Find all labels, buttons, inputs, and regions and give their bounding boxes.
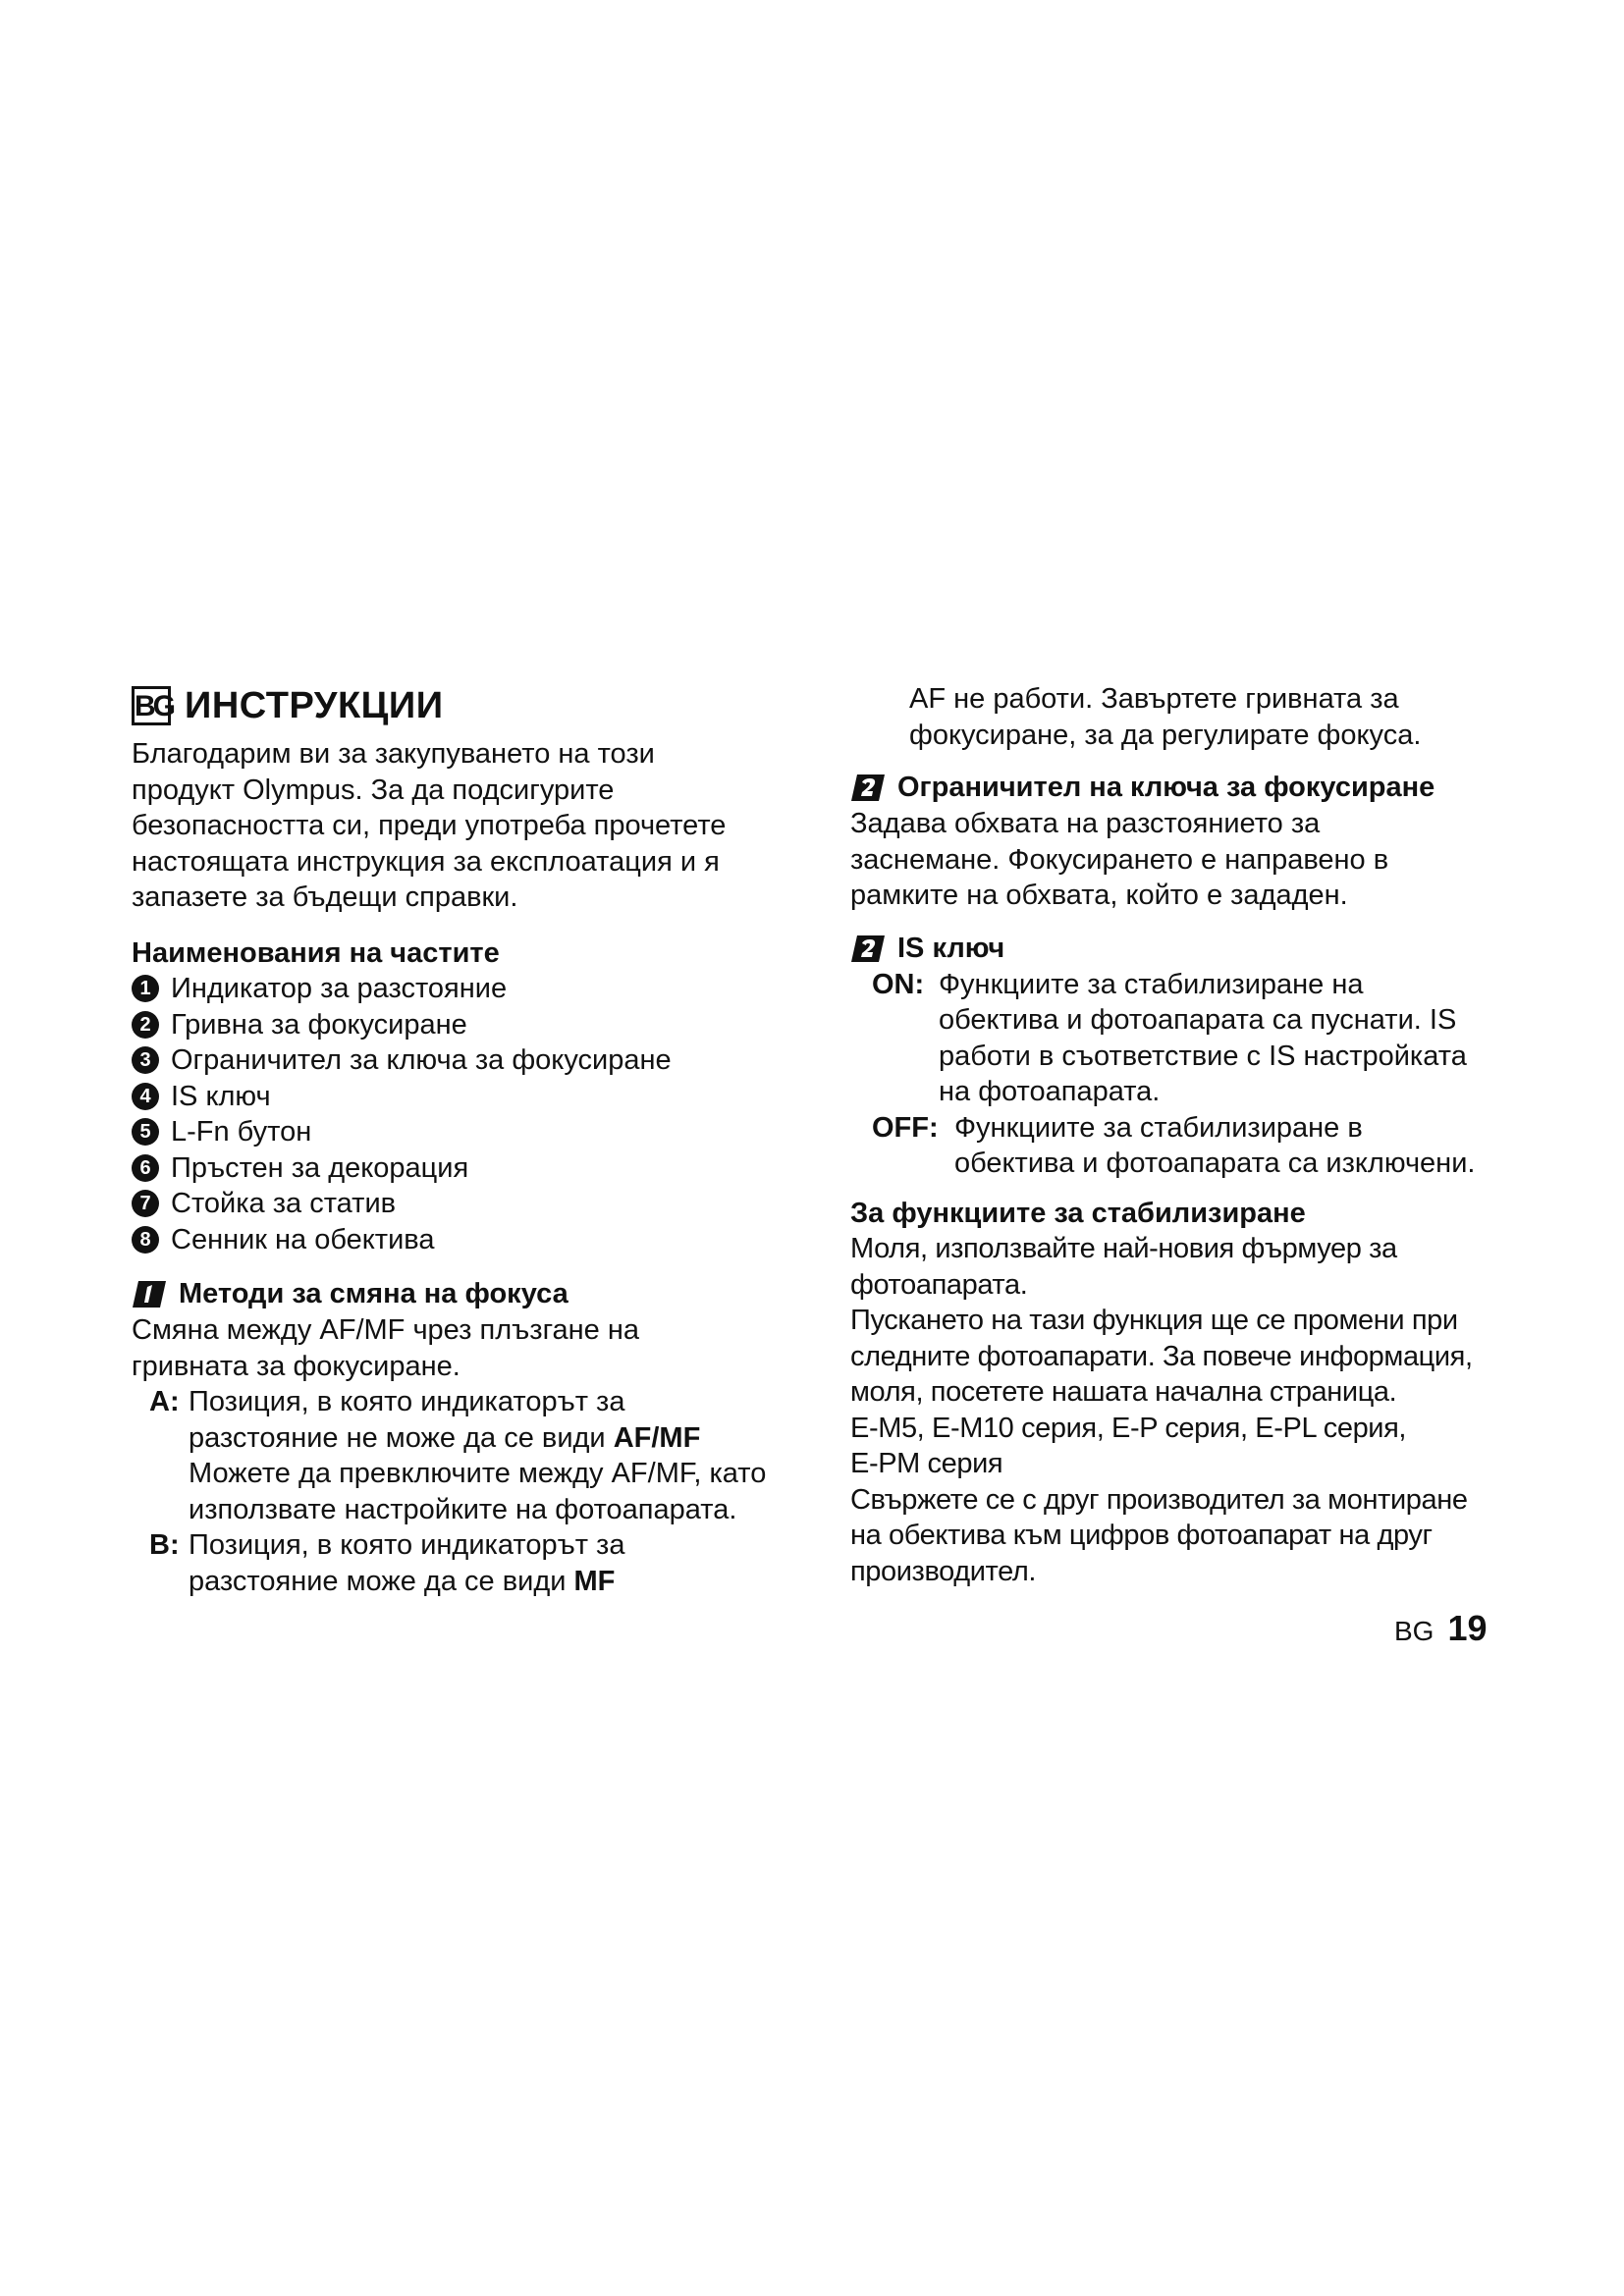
parts-heading: Наименования на частите xyxy=(132,936,500,969)
intro-line: настоящата инструкция за експлоатация и я xyxy=(132,845,720,878)
option-b-line xyxy=(189,1564,809,1600)
focus-methods-heading xyxy=(132,1275,809,1312)
intro-line: Благодарим ви за закупуването на този xyxy=(132,738,655,770)
number-6-icon: 6 xyxy=(132,1154,159,1182)
number-4-icon: 4 xyxy=(132,1083,159,1110)
stabilization-line: E-PM серия xyxy=(850,1448,1003,1479)
option-b-line: фокусиране, за да регулирате фокуса. xyxy=(909,719,1422,751)
option-on xyxy=(850,967,1538,1110)
list-item xyxy=(132,1079,809,1115)
part-label: Стойка за статив xyxy=(171,1188,397,1219)
focus-limiter-line: заснемане. Фокусирането е направено в xyxy=(850,843,1389,876)
left-column xyxy=(132,677,809,1599)
language-badge: BG xyxy=(132,686,171,725)
part-label: Пръстен за декорация xyxy=(171,1151,469,1184)
page-title: ИНСТРУКЦИИ xyxy=(185,684,444,726)
list-item xyxy=(132,1114,809,1150)
list-item xyxy=(132,1007,809,1043)
number-8-icon: 8 xyxy=(132,1226,159,1254)
step-2-icon xyxy=(850,933,886,964)
list-item xyxy=(132,1186,809,1222)
part-label: IS ключ xyxy=(171,1080,271,1112)
is-switch-title: IS ключ xyxy=(897,932,1005,964)
option-a-text: разстояние не може да се види xyxy=(189,1421,614,1454)
list-item xyxy=(132,1042,809,1079)
step-1-icon xyxy=(132,1278,167,1309)
title-row xyxy=(132,677,809,734)
number-7-icon: 7 xyxy=(132,1190,159,1217)
stabilization-line: производител. xyxy=(850,1555,1037,1587)
number-2-icon: 2 xyxy=(132,1011,159,1039)
intro-line: запазете за бъдещи справки. xyxy=(132,881,518,913)
stabilization-body xyxy=(850,1231,1538,1589)
option-off-key: OFF: xyxy=(872,1111,939,1144)
option-b-line: Позиция, в която индикаторът за xyxy=(189,1529,625,1561)
page-number xyxy=(1394,1608,1488,1649)
option-b-continued xyxy=(850,681,1538,753)
option-b xyxy=(132,1527,809,1599)
option-a-line: Позиция, в която индикаторът за xyxy=(189,1386,625,1417)
intro-paragraph xyxy=(132,736,809,916)
list-item xyxy=(132,971,809,1007)
stabilization-line: моля, посетете нашата начална страница. xyxy=(850,1376,1397,1408)
option-off xyxy=(850,1110,1538,1182)
option-b-line: AF не работи. Завъртете гривната за xyxy=(909,683,1399,715)
stabilization-heading: За функциите за стабилизиране xyxy=(850,1197,1306,1229)
option-a-mode: AF/MF xyxy=(613,1421,701,1454)
is-switch-heading xyxy=(850,930,1538,967)
number-1-icon: 1 xyxy=(132,975,159,1002)
option-b-text: разстояние може да се види xyxy=(189,1565,574,1597)
focus-limiter-title: Ограничител на ключа за фокусиране xyxy=(897,772,1435,803)
stabilization-line: на обектива към цифров фотоапарат на друг xyxy=(850,1520,1433,1551)
part-label: L-Fn бутон xyxy=(171,1116,312,1148)
intro-line: продукт Olympus. За да подсигурите xyxy=(132,774,615,806)
page-language: BG xyxy=(1394,1616,1435,1646)
stabilization-line: Моля, използвайте най-новия фърмуер за xyxy=(850,1233,1397,1264)
stabilization-line: Пускането на тази функция ще се промени при xyxy=(850,1305,1458,1336)
option-a xyxy=(132,1384,809,1527)
focus-methods-line: Смяна между AF/MF чрез плъзгане на xyxy=(132,1314,639,1346)
option-on-line: Функциите за стабилизиране на xyxy=(939,968,1364,1000)
option-on-line: на фотоапарата. xyxy=(939,1076,1161,1107)
part-label: Сенник на обектива xyxy=(171,1223,435,1255)
option-b-mode: MF xyxy=(573,1565,616,1597)
option-a-key: A: xyxy=(149,1386,180,1417)
right-column xyxy=(850,681,1538,1589)
parts-list xyxy=(132,971,809,1257)
stabilization-line: E-M5, E-M10 серия, E-P серия, E-PL серия, xyxy=(850,1412,1407,1444)
number-5-icon: 5 xyxy=(132,1118,159,1146)
part-label: Индикатор за разстояние xyxy=(171,973,508,1004)
focus-limiter-line: Задава обхвата на разстоянието за xyxy=(850,808,1321,839)
list-item xyxy=(132,1222,809,1258)
option-off-line: Функциите за стабилизиране в xyxy=(954,1111,1363,1144)
option-on-key: ON: xyxy=(872,968,925,1000)
option-a-line: Можете да превключите между AF/MF, като xyxy=(189,1458,767,1489)
focus-methods-title: Методи за смяна на фокуса xyxy=(179,1278,568,1309)
part-label: Гривна за фокусиране xyxy=(171,1008,467,1041)
stabilization-line: следните фотоапарати. За повече информация, xyxy=(850,1340,1473,1372)
focus-limiter-line: рамките на обхвата, който е зададен. xyxy=(850,880,1348,911)
option-off-line: обектива и фотоапарата са изключени. xyxy=(954,1148,1476,1179)
focus-limiter-body xyxy=(850,806,1538,914)
option-on-line: обектива и фотоапарата са пуснати. IS xyxy=(939,1004,1457,1036)
option-a-line: използвате настройките на фотоапарата. xyxy=(189,1493,737,1525)
intro-line: безопасността си, преди употреба прочетете xyxy=(132,810,727,841)
option-b-key: B: xyxy=(149,1529,180,1561)
stabilization-line: Свържете се с друг производител за монтиране xyxy=(850,1483,1468,1516)
focus-limiter-heading xyxy=(850,769,1538,806)
page-number-value: 19 xyxy=(1447,1608,1488,1648)
step-2-icon xyxy=(850,772,886,803)
focus-methods-line: гривната за фокусиране. xyxy=(132,1350,460,1382)
stabilization-line: фотоапарата. xyxy=(850,1268,1028,1301)
option-on-line: работи в съответствие с IS настройката xyxy=(939,1040,1467,1072)
list-item xyxy=(132,1150,809,1187)
option-a-line xyxy=(189,1420,809,1457)
part-label: Ограничител за ключа за фокусиране xyxy=(171,1044,672,1076)
number-3-icon: 3 xyxy=(132,1046,159,1074)
